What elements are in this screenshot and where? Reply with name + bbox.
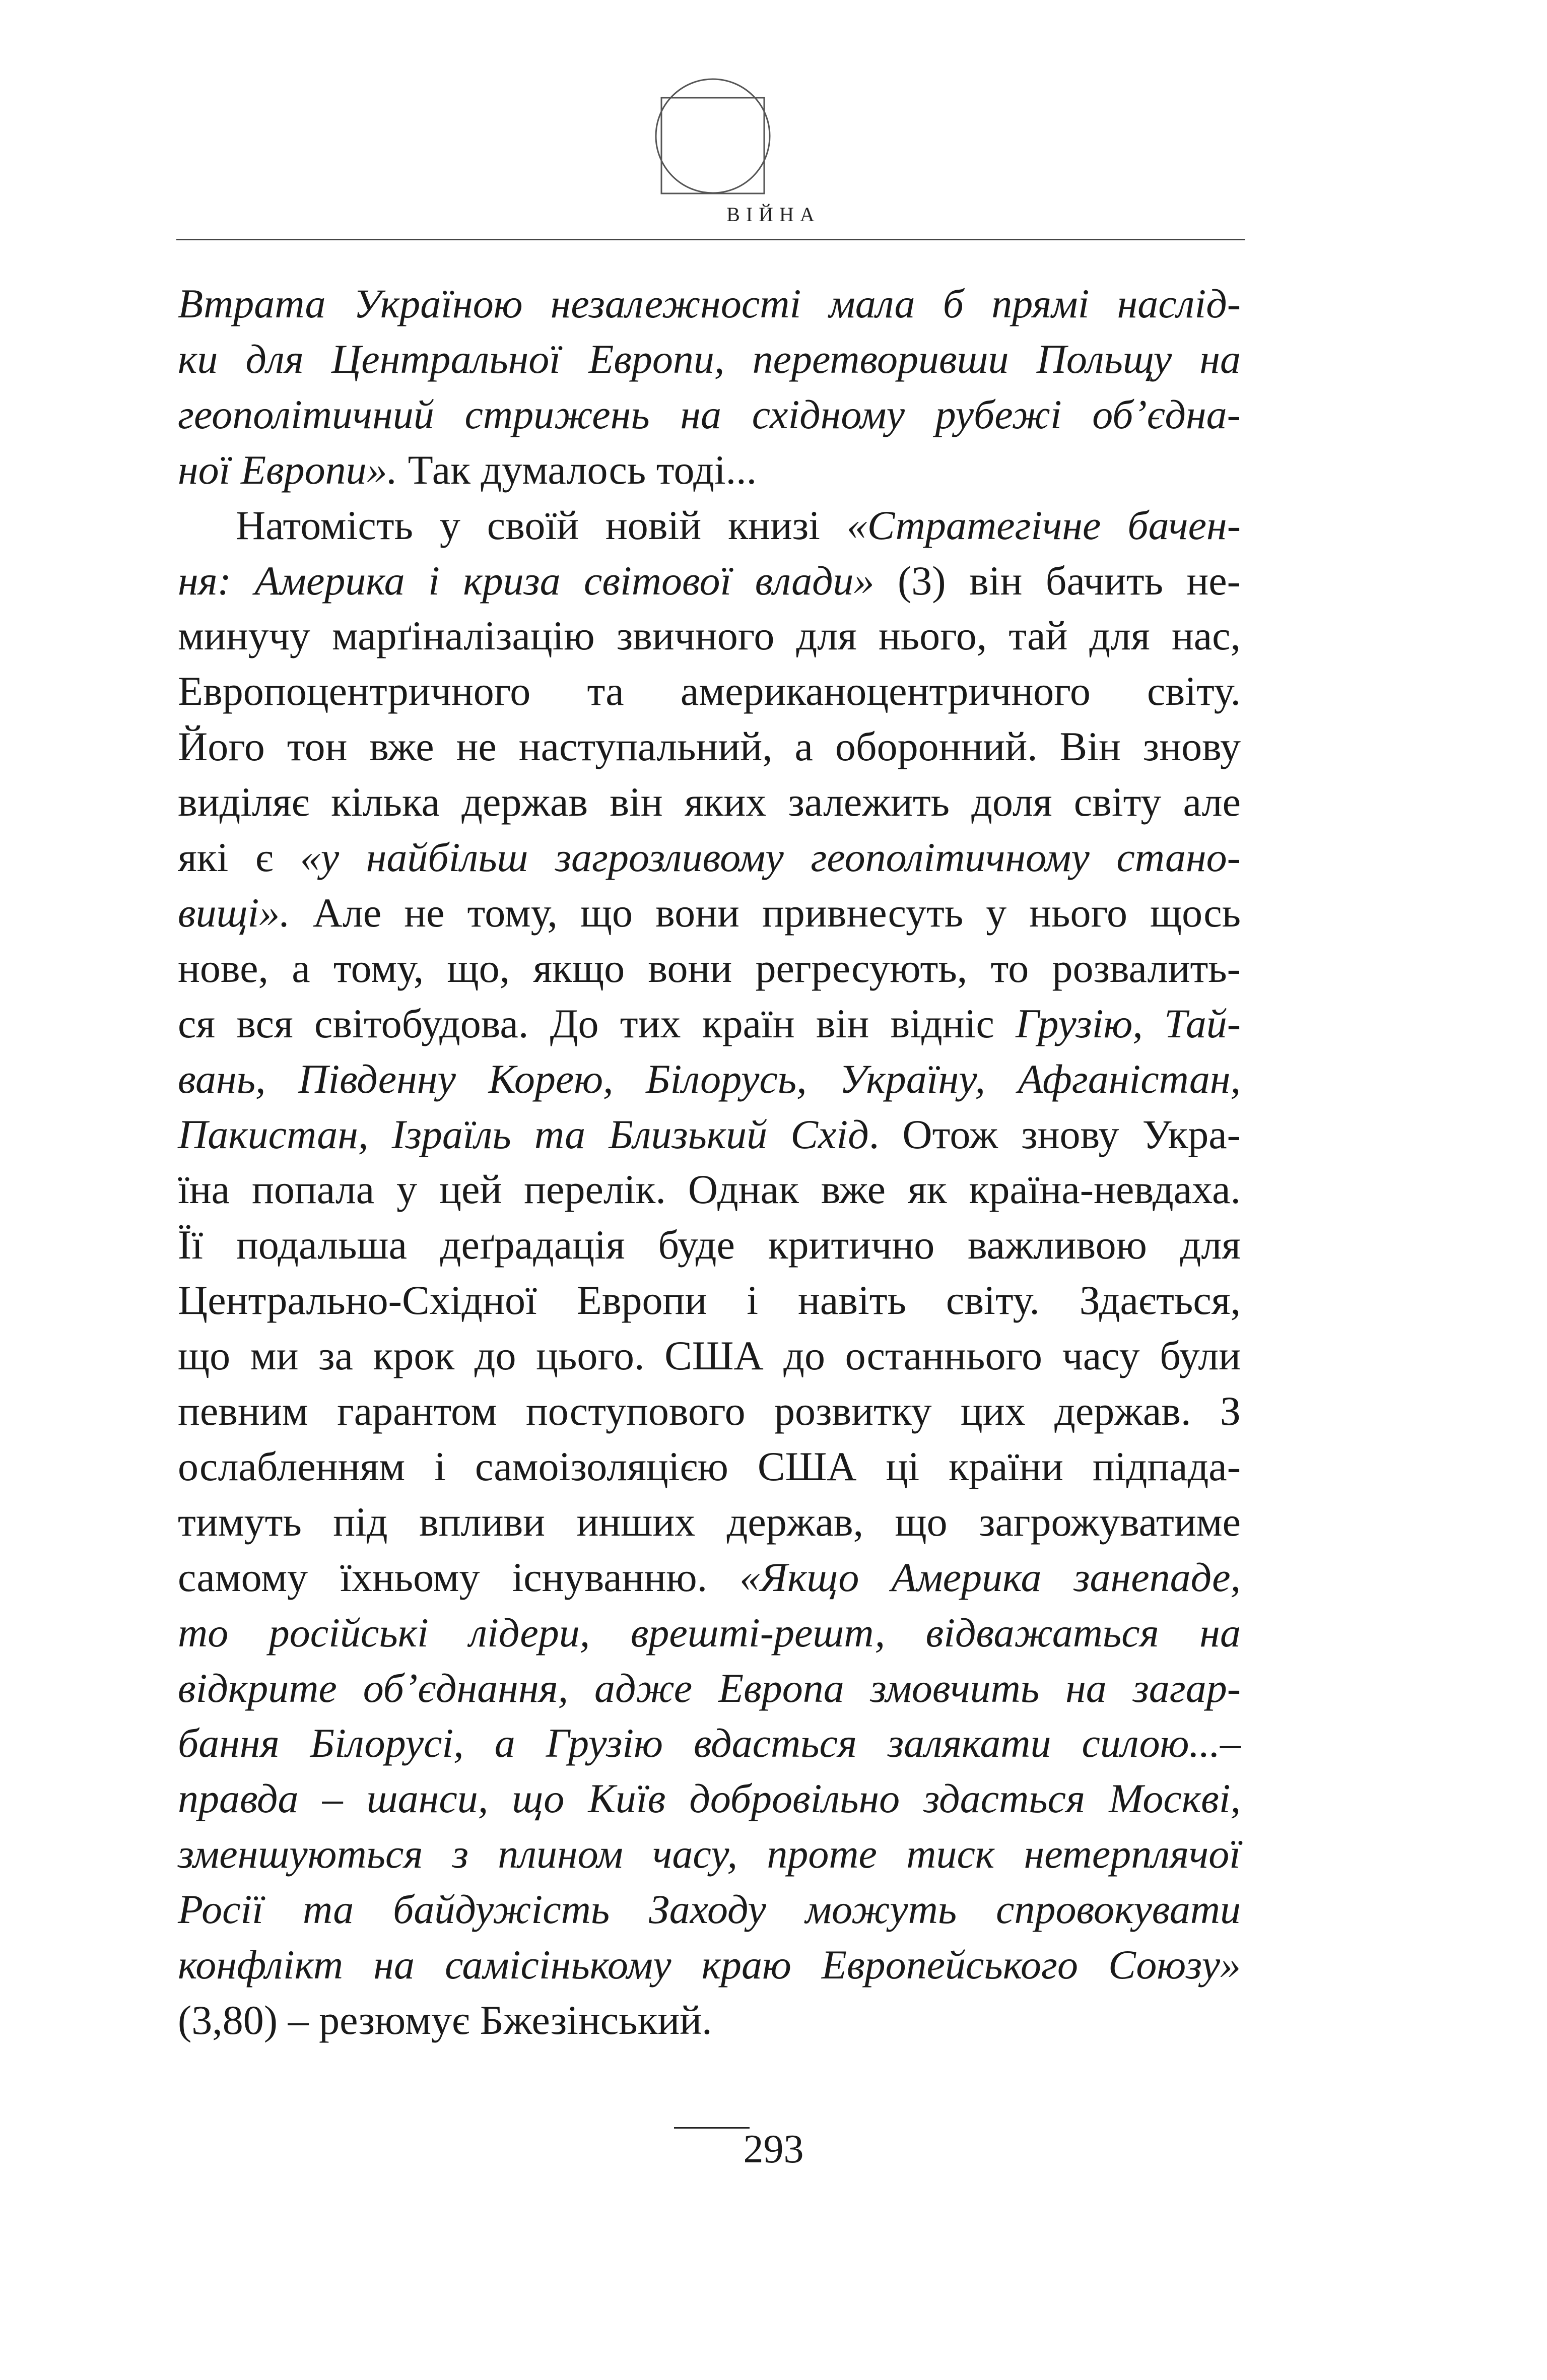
text-line <box>178 941 1241 996</box>
text-line <box>178 830 1241 885</box>
running-head-title: ВІЙНА <box>726 203 821 226</box>
text-segment: Европоцентричного та американоцентричного світу. <box>178 668 1241 714</box>
text-segment: ся вся світобудова. До тих країн він відніс <box>178 1001 1016 1046</box>
text-line <box>178 1439 1241 1494</box>
text-line <box>178 1605 1241 1661</box>
italic-quote-segment: Грузію, Тай- <box>1016 1001 1241 1046</box>
text-line <box>178 719 1241 774</box>
italic-quote-segment: вань, Південну Корею, Білорусь, Україну, Афганістан, <box>178 1056 1241 1102</box>
text-segment: Так думалось тоді... <box>397 447 757 493</box>
italic-quote-segment: конфлікт на самісінькому краю Европейського Союзу» <box>178 1942 1241 1988</box>
text-line <box>178 1328 1241 1383</box>
text-segment: (3) він бачить не- <box>874 558 1241 604</box>
text-line <box>178 1217 1241 1273</box>
italic-quote-segment: ки для Центральної Европи, перетворивши Польщу на <box>178 336 1241 382</box>
text-segment: Центрально-Східної Европи і навіть світу. Здається, <box>178 1277 1241 1323</box>
italic-quote-segment: «Стратегічне бачен- <box>846 502 1241 548</box>
page-number: 293 <box>743 2127 804 2171</box>
text-line <box>178 1051 1241 1107</box>
italic-quote-segment: Втрата Україною незалежності мала б прямі наслід- <box>178 281 1241 326</box>
italic-quote-segment: «у найбільш загрозливому геополітичному стано- <box>300 834 1241 880</box>
text-line <box>178 553 1241 609</box>
text-segment: тимуть під впливи инших держав, що загрожуватиме <box>178 1499 1241 1545</box>
text-segment: виділяє кілька держав він яких залежить доля світу але <box>178 779 1241 825</box>
text-line <box>178 1771 1241 1826</box>
text-segment: нове, а тому, що, якщо вони регресують, то розвалить- <box>178 945 1241 991</box>
text-segment: Але не тому, що вони привнесуть у нього щось <box>290 890 1241 936</box>
text-line <box>178 1107 1241 1162</box>
text-segment: минучу марґіналізацію звичного для нього, тай для нас, <box>178 613 1241 658</box>
text-line <box>178 608 1241 664</box>
text-segment: їна попала у цей перелік. Однак вже як країна-невдаха. <box>178 1166 1241 1212</box>
italic-quote-segment: вищі». <box>178 890 290 936</box>
text-line <box>178 664 1241 719</box>
text-line <box>178 1162 1241 1217</box>
text-line <box>178 1826 1241 1882</box>
text-segment: (3,80) – резюмує Бжезінський. <box>178 1997 712 2043</box>
italic-quote-segment: зменшуються з плином часу, проте тиск нетерплячої <box>178 1831 1241 1877</box>
text-line <box>178 387 1241 442</box>
italic-quote-segment: то російські лідери, врешті-решт, відважаться на <box>178 1610 1241 1656</box>
text-line <box>178 332 1241 387</box>
italic-quote-segment: ня: Америка і криза світової влади» <box>178 558 875 604</box>
text-line <box>178 1715 1241 1771</box>
text-segment: Натомість у своїй новій книзі <box>236 502 847 548</box>
text-line <box>178 1661 1241 1716</box>
text-segment: які є <box>178 834 300 880</box>
italic-quote-segment: відкрите об’єднання, адже Европа змовчить на загар- <box>178 1665 1241 1711</box>
circle-square-emblem-icon <box>652 76 773 196</box>
header-divider <box>176 239 1245 240</box>
text-line <box>178 885 1241 941</box>
text-line <box>178 774 1241 830</box>
text-segment: певним гарантом поступового розвитку цих держав. З <box>178 1388 1241 1434</box>
italic-quote-segment: бання Білорусі, а Грузію вдасться залякати силою...– <box>178 1720 1241 1766</box>
text-segment: Його тон вже не наступальний, а оборонний. Він знову <box>178 723 1241 769</box>
text-line <box>236 498 1241 553</box>
italic-quote-segment: Росії та байдужість Заходу можуть спровокувати <box>178 1886 1241 1932</box>
italic-quote-segment: правда – шанси, що Київ добровільно здасться Москві, <box>178 1775 1241 1821</box>
italic-quote-segment: ної Европи». <box>178 447 398 493</box>
text-line <box>178 442 1241 498</box>
text-line <box>178 1494 1241 1550</box>
text-segment: що ми за крок до цього. США до останнього часу були <box>178 1333 1241 1378</box>
text-line <box>178 1993 1241 2048</box>
text-line <box>178 1383 1241 1439</box>
text-segment: ослабленням і самоізоляцією США ці країни підпада- <box>178 1443 1241 1489</box>
text-line <box>178 996 1241 1051</box>
text-line <box>178 1550 1241 1605</box>
text-segment: . Отож знову Укра- <box>868 1111 1241 1157</box>
italic-quote-segment: Пакистан, Ізраїль та Близький Схід <box>178 1111 869 1157</box>
italic-quote-segment: геополітичний стрижень на східному рубежі об’єдна- <box>178 391 1241 437</box>
italic-quote-segment: «Якщо Америка занепаде, <box>739 1554 1241 1600</box>
text-segment: самому їхньому існуванню. <box>178 1554 740 1600</box>
text-line <box>178 1273 1241 1328</box>
text-line <box>178 276 1241 332</box>
text-segment: Її подальша деґрадація буде критично важливою для <box>178 1222 1241 1268</box>
text-line <box>178 1937 1241 1993</box>
text-line <box>178 1882 1241 1937</box>
